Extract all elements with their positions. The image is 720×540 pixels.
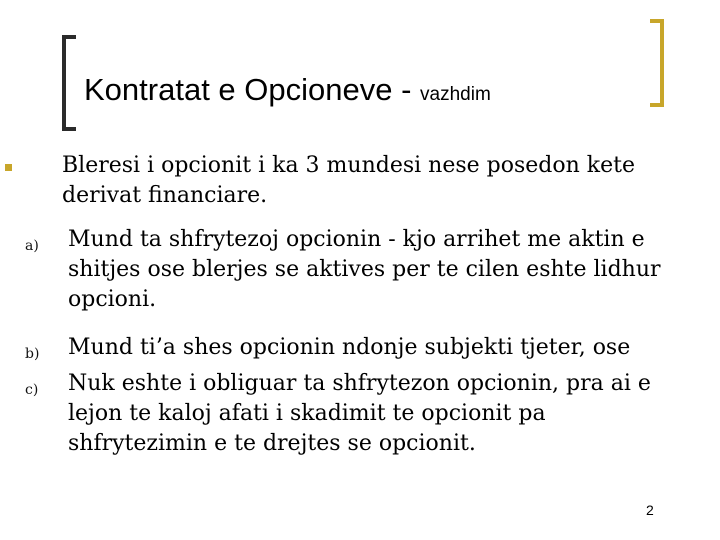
title-bracket-right — [650, 19, 664, 107]
option-b-text — [68, 334, 630, 364]
item-marker-c: c) — [25, 382, 39, 398]
option-b-line-1: Mund ti’a shes opcionin ndonje subjekti tjeter, ose — [68, 335, 631, 360]
square-bullet-icon — [5, 164, 12, 171]
title-bracket-left — [62, 35, 76, 131]
slide-title-suffix: vazhdim — [420, 84, 491, 105]
option-a-text — [68, 226, 661, 316]
option-c-line-1: Nuk eshte i obliguar ta shfrytezon opcionin, pra ai e — [68, 371, 651, 396]
slide-title — [84, 70, 491, 115]
option-a-line-3: opcioni. — [68, 287, 157, 312]
slide-title-main: Kontratat e Opcioneve - — [84, 72, 421, 107]
option-a-line-1: Mund ta shfrytezoj opcionin - kjo arrihet me aktin e — [68, 227, 645, 252]
option-a-line-2: shitjes ose blerjes se aktives per te cilen eshte lidhur — [68, 257, 661, 282]
option-c-text — [68, 370, 651, 460]
intro-text — [62, 152, 635, 212]
intro-line-2: derivat financiare. — [62, 183, 268, 208]
intro-line-1: Bleresi i opcionit i ka 3 mundesi nese posedon kete — [62, 153, 635, 178]
option-c-line-2: lejon te kaloj afati i skadimit te opcionit pa — [68, 401, 546, 426]
item-marker-a: a) — [25, 238, 39, 254]
item-marker-b: b) — [25, 346, 40, 362]
option-c-line-3: shfrytezimin e te drejtes se opcionit. — [68, 431, 476, 456]
page-number: 2 — [646, 502, 654, 518]
